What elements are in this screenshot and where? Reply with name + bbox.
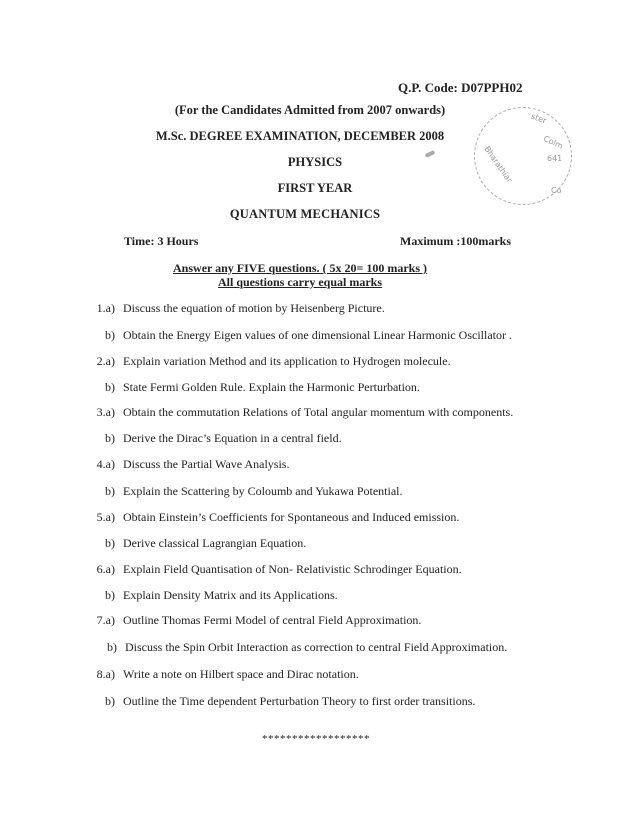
question-number: 5.a) — [96, 510, 115, 524]
candidates-note: (For the Candidates Admitted from 2007 onwards) — [174, 103, 446, 117]
seal-text: Bharathiar — [482, 144, 514, 185]
question-text: Outline Thomas Fermi Model of central Field Approximation. — [123, 613, 422, 627]
question-number: b) — [105, 588, 115, 602]
instructions-line-1: Answer any FIVE questions. ( 5x 20= 100 marks ) — [173, 261, 427, 275]
question-number: b) — [105, 694, 115, 708]
question-text: Explain Field Quantisation of Non- Relativistic Schrodinger Equation. — [123, 562, 462, 576]
question-item — [107, 640, 508, 655]
subject-title: PHYSICS — [287, 155, 343, 169]
question-number: 3.a) — [96, 405, 115, 419]
question-text: Write a note on Hilbert space and Dirac notation. — [123, 667, 359, 681]
question-item — [105, 431, 342, 446]
question-text: Derive the Dirac’s Equation in a central field. — [123, 431, 342, 445]
question-item — [105, 380, 420, 395]
question-item — [105, 694, 476, 709]
question-number: b) — [107, 640, 117, 654]
question-text: State Fermi Golden Rule. Explain the Harmonic Perturbation. — [123, 380, 420, 394]
question-number: b) — [105, 431, 115, 445]
question-text: Explain the Scattering by Coloumb and Yukawa Potential. — [123, 484, 403, 498]
question-item — [96, 457, 290, 472]
question-text: Discuss the Partial Wave Analysis. — [123, 457, 290, 471]
paper-title: QUANTUM MECHANICS — [229, 207, 381, 221]
question-number: 1.a) — [96, 301, 115, 315]
question-text: Obtain the Energy Eigen values of one dimensional Linear Harmonic Oscillator . — [123, 328, 512, 342]
question-text: Obtain the commutation Relations of Total angular momentum with components. — [123, 405, 514, 419]
question-item — [96, 667, 359, 682]
question-item — [96, 301, 385, 316]
year-title: FIRST YEAR — [277, 181, 353, 195]
question-number: 2.a) — [96, 354, 115, 368]
question-text: Derive classical Lagrangian Equation. — [123, 536, 307, 550]
question-number: b) — [105, 380, 115, 394]
seal-text: ster — [529, 111, 548, 126]
question-item — [105, 536, 307, 551]
question-number: 8.a) — [96, 667, 115, 681]
question-text: Explain Density Matrix and its Applications. — [123, 588, 338, 602]
question-number: b) — [105, 536, 115, 550]
qp-code: Q.P. Code: D07PPH02 — [398, 80, 523, 95]
seal-text: 641 — [547, 154, 563, 163]
exam-title: M.Sc. DEGREE EXAMINATION, DECEMBER 2008 — [155, 129, 445, 143]
question-item — [96, 405, 514, 420]
question-number: b) — [105, 484, 115, 498]
seal-text: Co — [551, 186, 562, 195]
question-item — [105, 588, 338, 603]
question-text: Discuss the Spin Orbit Interaction as correction to central Field Approximation. — [125, 640, 508, 654]
question-item — [96, 354, 451, 369]
question-item — [96, 613, 422, 628]
question-text: Obtain Einstein’s Coefficients for Spontaneous and Induced emission. — [123, 510, 460, 524]
question-item — [105, 484, 403, 499]
question-text: Discuss the equation of motion by Heisenberg Picture. — [123, 301, 385, 315]
question-number: 4.a) — [96, 457, 115, 471]
time-allowed: Time: 3 Hours — [124, 234, 199, 248]
maximum-marks: Maximum :100marks — [400, 234, 511, 248]
question-number: 7.a) — [96, 613, 115, 627]
question-item — [105, 328, 512, 343]
college-seal-stamp — [474, 107, 572, 205]
instructions-line-2: All questions carry equal marks — [217, 275, 382, 289]
seal-text: Colm — [542, 134, 565, 151]
question-text: Explain variation Method and its application to Hydrogen molecule. — [123, 354, 451, 368]
question-text: Outline the Time dependent Perturbation Theory to first order transitions. — [123, 694, 476, 708]
question-number: 6.a) — [96, 562, 115, 576]
question-number: b) — [105, 328, 115, 342]
question-item — [96, 510, 460, 525]
end-of-paper-stars: ****************** — [262, 733, 370, 745]
question-item — [96, 562, 462, 577]
